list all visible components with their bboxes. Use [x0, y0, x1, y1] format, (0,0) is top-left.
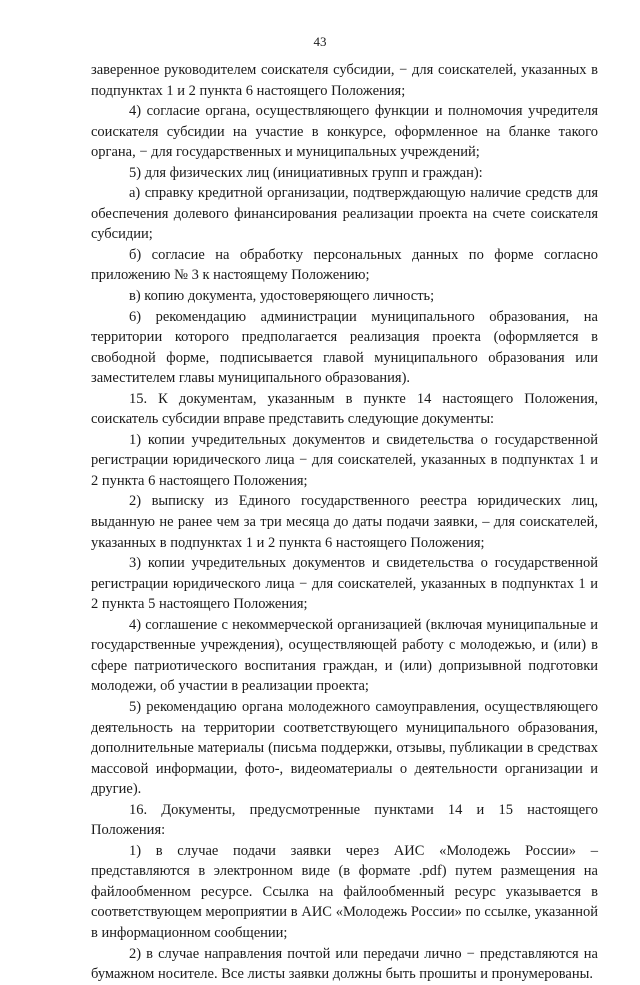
paragraph: заверенное руководителем соискателя субсидии, − для соискателей, указанных в подпунктах 1 и 2 пункта 6 настоящего Положения; — [91, 62, 598, 99]
paragraph: 5) рекомендацию органа молодежного самоуправления, осуществляющего деятельность на территории соответствующего муниципального образования, дополнительные материалы (письма поддержки, отзывы, публикации в средствах массовой информации, фото-, видеоматериалы о деятельности организации и другие). — [91, 698, 598, 798]
paragraph: 16. Документы, предусмотренные пунктами 14 и 15 настоящего Положения: — [91, 801, 598, 839]
paragraph: 3) копии учредительных документов и свидетельства о государственной регистрации юридического лица − для соискателей, указанных в подпунктах 1 и 2 пункта 5 настоящего Положения; — [91, 555, 598, 613]
paragraph: 6) рекомендацию администрации муниципального образования, на территории которого предполагается реализация проекта (оформляется в свободной форме, подписывается главой муниципального образования или заместителем главы муниципального образования). — [91, 308, 598, 387]
page-number: 43 — [313, 34, 327, 49]
paragraph: 4) согласие органа, осуществляющего функции и полномочия учредителя соискателя субсидии на участие в конкурсе, оформленное на бланке такого органа, − для государственных и муниципальных учреждений; — [91, 103, 598, 161]
paragraph: 4) соглашение с некоммерческой организацией (включая муниципальные и государственные учреждения), осуществляющей работу с молодежью, и (или) в сфере патриотического воспитания граждан, и (или) допризывной подготовки молодежи, об участии в реализации проекта; — [91, 616, 598, 695]
paragraph: б) согласие на обработку персональных данных по форме согласно приложению № 3 к настоящему Положению; — [91, 246, 598, 284]
paragraph: 2) выписку из Единого государственного реестра юридических лиц, выданную не ранее чем за три месяца до даты подачи заявки, – для соискателей, указанных в подпунктах 1 и 2 пункта 6 настоящего Положения; — [91, 493, 598, 551]
paragraph: 15. К документам, указанным в пункте 14 настоящего Положения, соискатель субсидии вправе представить следующие документы: — [91, 390, 598, 428]
paragraph: в) копию документа, удостоверяющего личность; — [129, 288, 435, 305]
paragraph: 1) в случае подачи заявки через АИС «Молодежь России» – представляются в электронном виде (в формате .pdf) путем размещения на файлообменном ресурсе. Ссылка на файлообменный ресурс указывается в соответствующем мероприятии в АИС «Молодежь России» по ссылке, указанной в информационном сообщении; — [91, 842, 598, 941]
paragraph: 1) копии учредительных документов и свидетельства о государственной регистрации юридического лица − для соискателей, указанных в подпунктах 1 и 2 пункта 6 настоящего Положения; — [91, 431, 598, 489]
document-body — [91, 60, 598, 985]
paragraph: 2) в случае направления почтой или передачи лично − представляются на бумажном носителе. Все листы заявки должны быть прошиты и пронумерованы. — [91, 945, 598, 983]
paragraph: 5) для физических лиц (инициативных групп и граждан): — [129, 164, 483, 181]
paragraph: а) справку кредитной организации, подтверждающую наличие средств для обеспечения долевого финансирования реализации проекта на счете соискателя субсидии; — [91, 185, 598, 243]
